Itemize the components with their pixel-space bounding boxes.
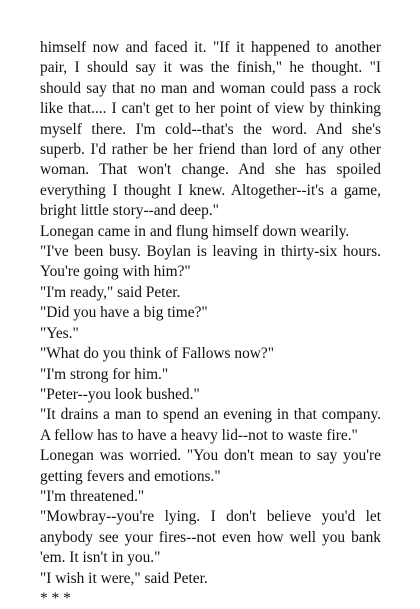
paragraph-13: "Mowbray--you're lying. I don't believe you'd let anybody see your fires--not even how well you bank 'em. It isn't in you." [40, 508, 381, 567]
paragraph-12: "I'm threatened." [40, 487, 145, 505]
paragraph-2: Lonegan came in and flung himself down wearily. [40, 222, 350, 240]
paragraph-1: himself now and faced it. "If it happened to another pair, I should say it was the finish," he thought. "I should say that no man and woman could pass a rock like that.... I can't get to her point of view by thinking myself there. I'm cold--that's the word. And she's superb. I'd rather be her friend than lord of any other woman. That won't change. And she has spoiled everything I thought I knew. Altogether--it's a game, bright little story--and deep." [40, 39, 381, 220]
section-break: * * * [40, 589, 71, 607]
page-text [40, 38, 381, 609]
paragraph-11: Lonegan was worried. "You don't mean to say you're getting fevers and emotions." [40, 447, 381, 485]
paragraph-10: "It drains a man to spend an evening in that company. A fellow has to have a heavy lid--not to waste fire." [40, 406, 381, 444]
paragraph-9: "Peter--you look bushed." [40, 385, 200, 403]
paragraph-4: "I'm ready," said Peter. [40, 283, 181, 301]
paragraph-3: "I've been busy. Boylan is leaving in thirty-six hours. You're going with him?" [40, 243, 381, 281]
paragraph-6: "Yes." [40, 324, 79, 342]
paragraph-8: "I'm strong for him." [40, 365, 169, 383]
paragraph-14: "I wish it were," said Peter. [40, 569, 208, 587]
paragraph-7: "What do you think of Fallows now?" [40, 345, 274, 363]
paragraph-5: "Did you have a big time?" [40, 304, 208, 322]
